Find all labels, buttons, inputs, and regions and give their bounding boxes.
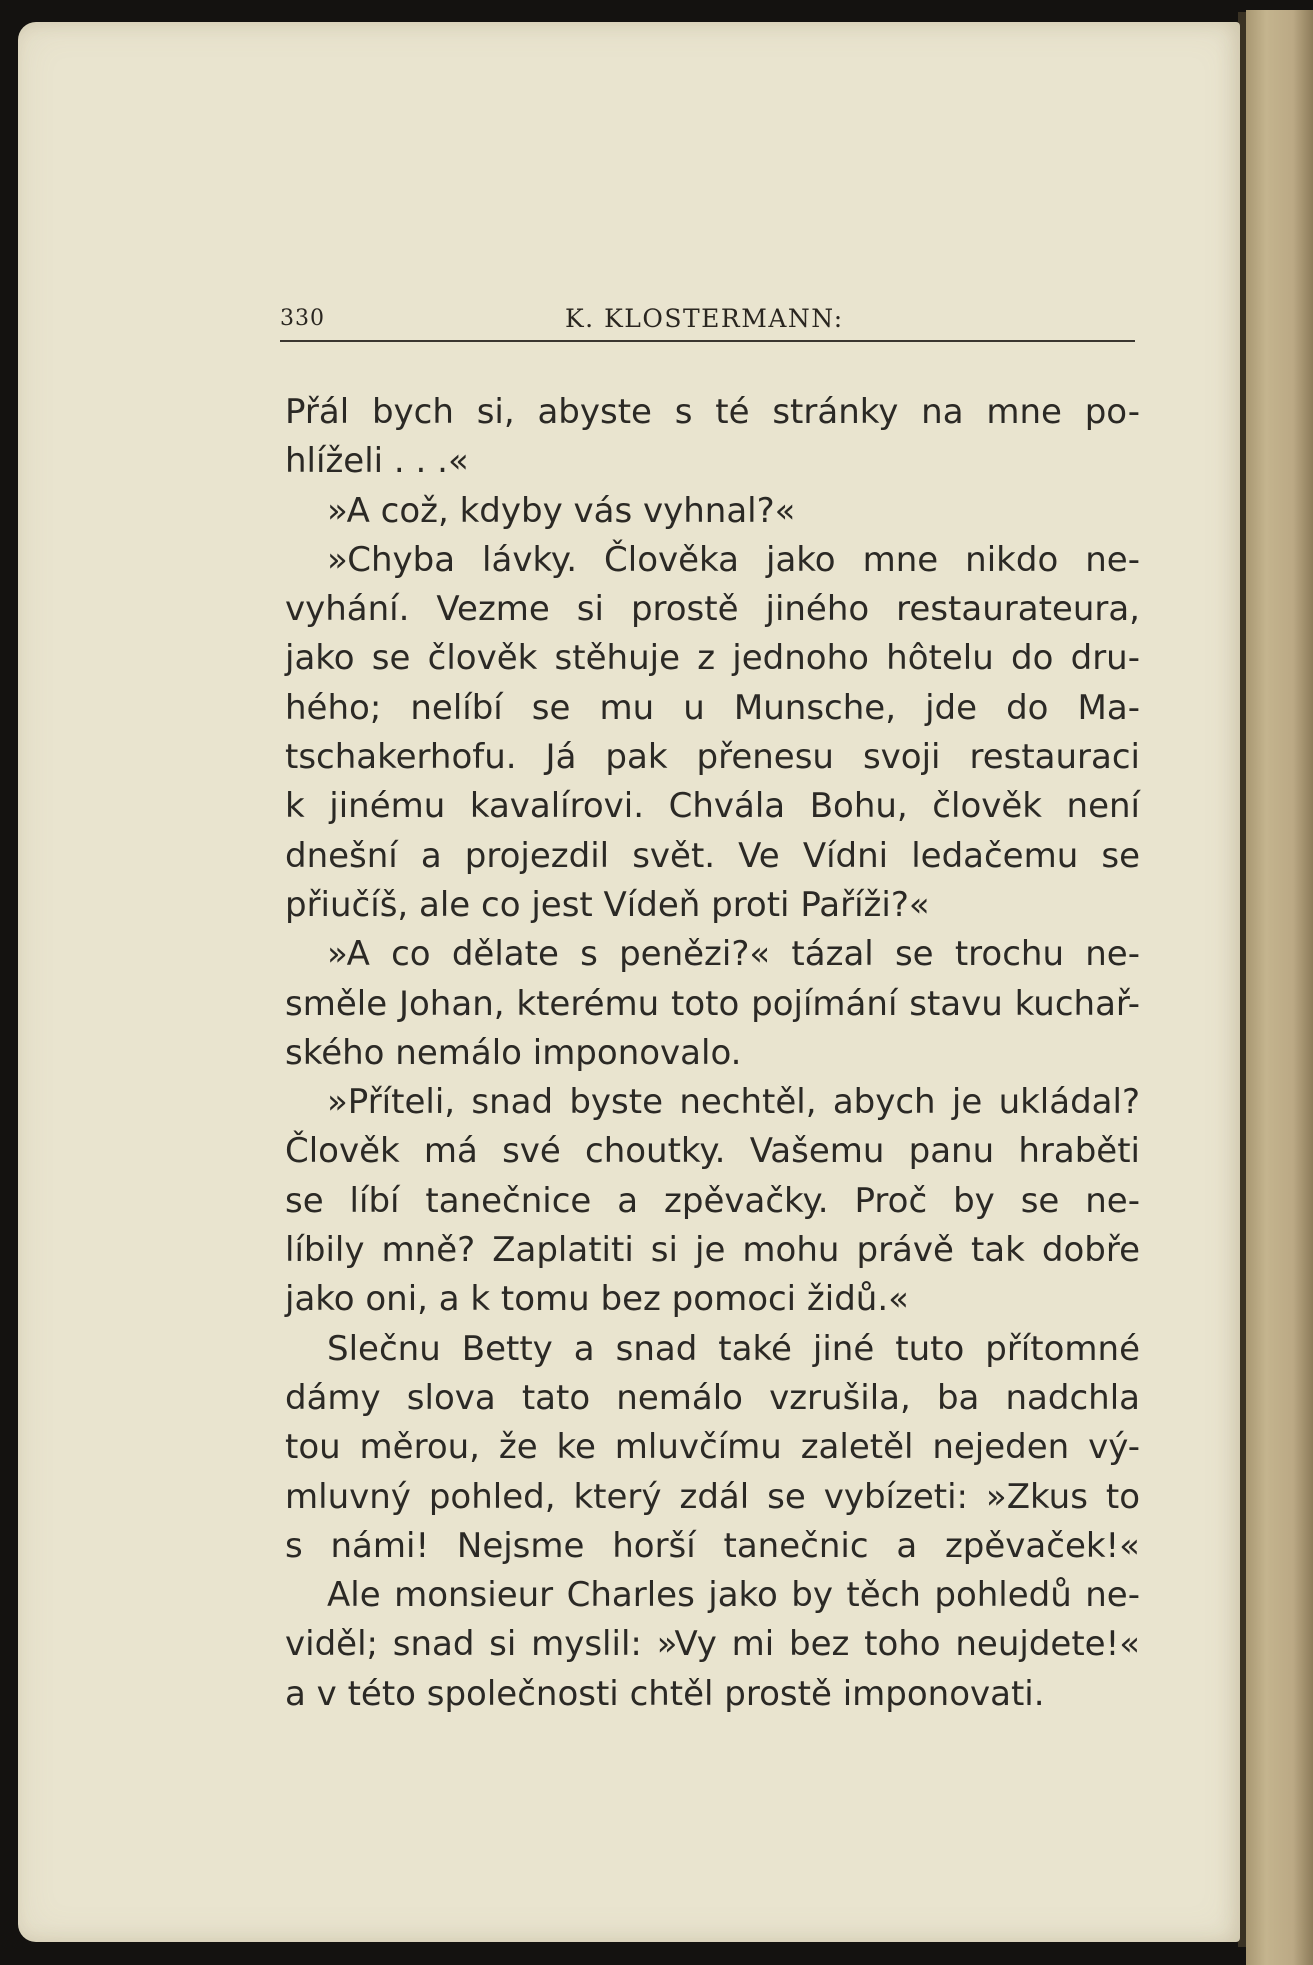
page-number: 330 [280,306,325,331]
text-line: vyhání. Vezme si prostě jiného restaurateura, [285,589,1140,630]
text-line: Ale monsieur Charles jako by těch pohledů ne- [327,1575,1140,1616]
text-line: viděl; snad si myslil: »Vy mi bez toho neujdete!« [285,1624,1140,1665]
text-line: s námi! Nejsme horší tanečnic a zpěvaček!« [285,1525,1140,1566]
text-line: »A co dělate s penězi?« tázal se trochu ne- [327,934,1140,975]
text-line: mluvný pohled, který zdál se vybízeti: »Zkus to [285,1476,1140,1517]
adjacent-page-edge [1246,10,1313,1965]
page-header [280,300,1135,340]
text-line: Člověk má své choutky. Vašemu panu hraběti [285,1131,1140,1172]
text-line: hlíželi . . .« [285,441,469,482]
text-line: ského nemálo imponovalo. [285,1032,742,1073]
text-line: se líbí tanečnice a zpěvačky. Proč by se ne- [285,1180,1140,1221]
text-line: Slečnu Betty a snad také jiné tuto přítomné [327,1328,1140,1369]
text-line: směle Johan, kterému toto pojímání stavu kuchař- [285,983,1140,1024]
text-line: k jinému kavalírovi. Chvála Bohu, člověk není [285,786,1140,827]
text-line: hého; nelíbí se mu u Munsche, jde do Ma- [285,687,1140,728]
text-line: »Chyba lávky. Člověka jako mne nikdo ne- [327,539,1140,580]
text-line: přiučíš, ale co jest Vídeň proti Paříži?« [285,884,930,925]
text-line: »A což, kdyby vás vyhnal?« [327,490,796,531]
text-line: Přál bych si, abyste s té stránky na mne po- [285,392,1140,432]
text-line: tou měrou, že ke mluvčímu zaletěl nejeden vý- [285,1427,1140,1468]
header-rule [280,340,1135,342]
text-line: jako se člověk stěhuje z jednoho hôtelu do dru- [285,638,1140,679]
running-head: K. KLOSTERMANN: [565,304,844,333]
text-line: dámy slova tato nemálo vzrušila, ba nadchla [285,1377,1140,1418]
text-line: a v této společnosti chtěl prostě imponovati. [285,1673,1045,1714]
text-line: jako oni, a k tomu bez pomoci židů.« [285,1279,909,1320]
body-text [285,388,1140,1719]
text-line: tschakerhofu. Já pak přenesu svoji restauraci [285,737,1140,778]
text-line: líbily mně? Zaplatiti si je mohu právě tak dobře [285,1230,1140,1271]
text-line: »Příteli, snad byste nechtěl, abych je ukládal? [327,1082,1140,1123]
text-line: dnešní a projezdil svět. Ve Vídni ledačemu se [285,835,1140,876]
